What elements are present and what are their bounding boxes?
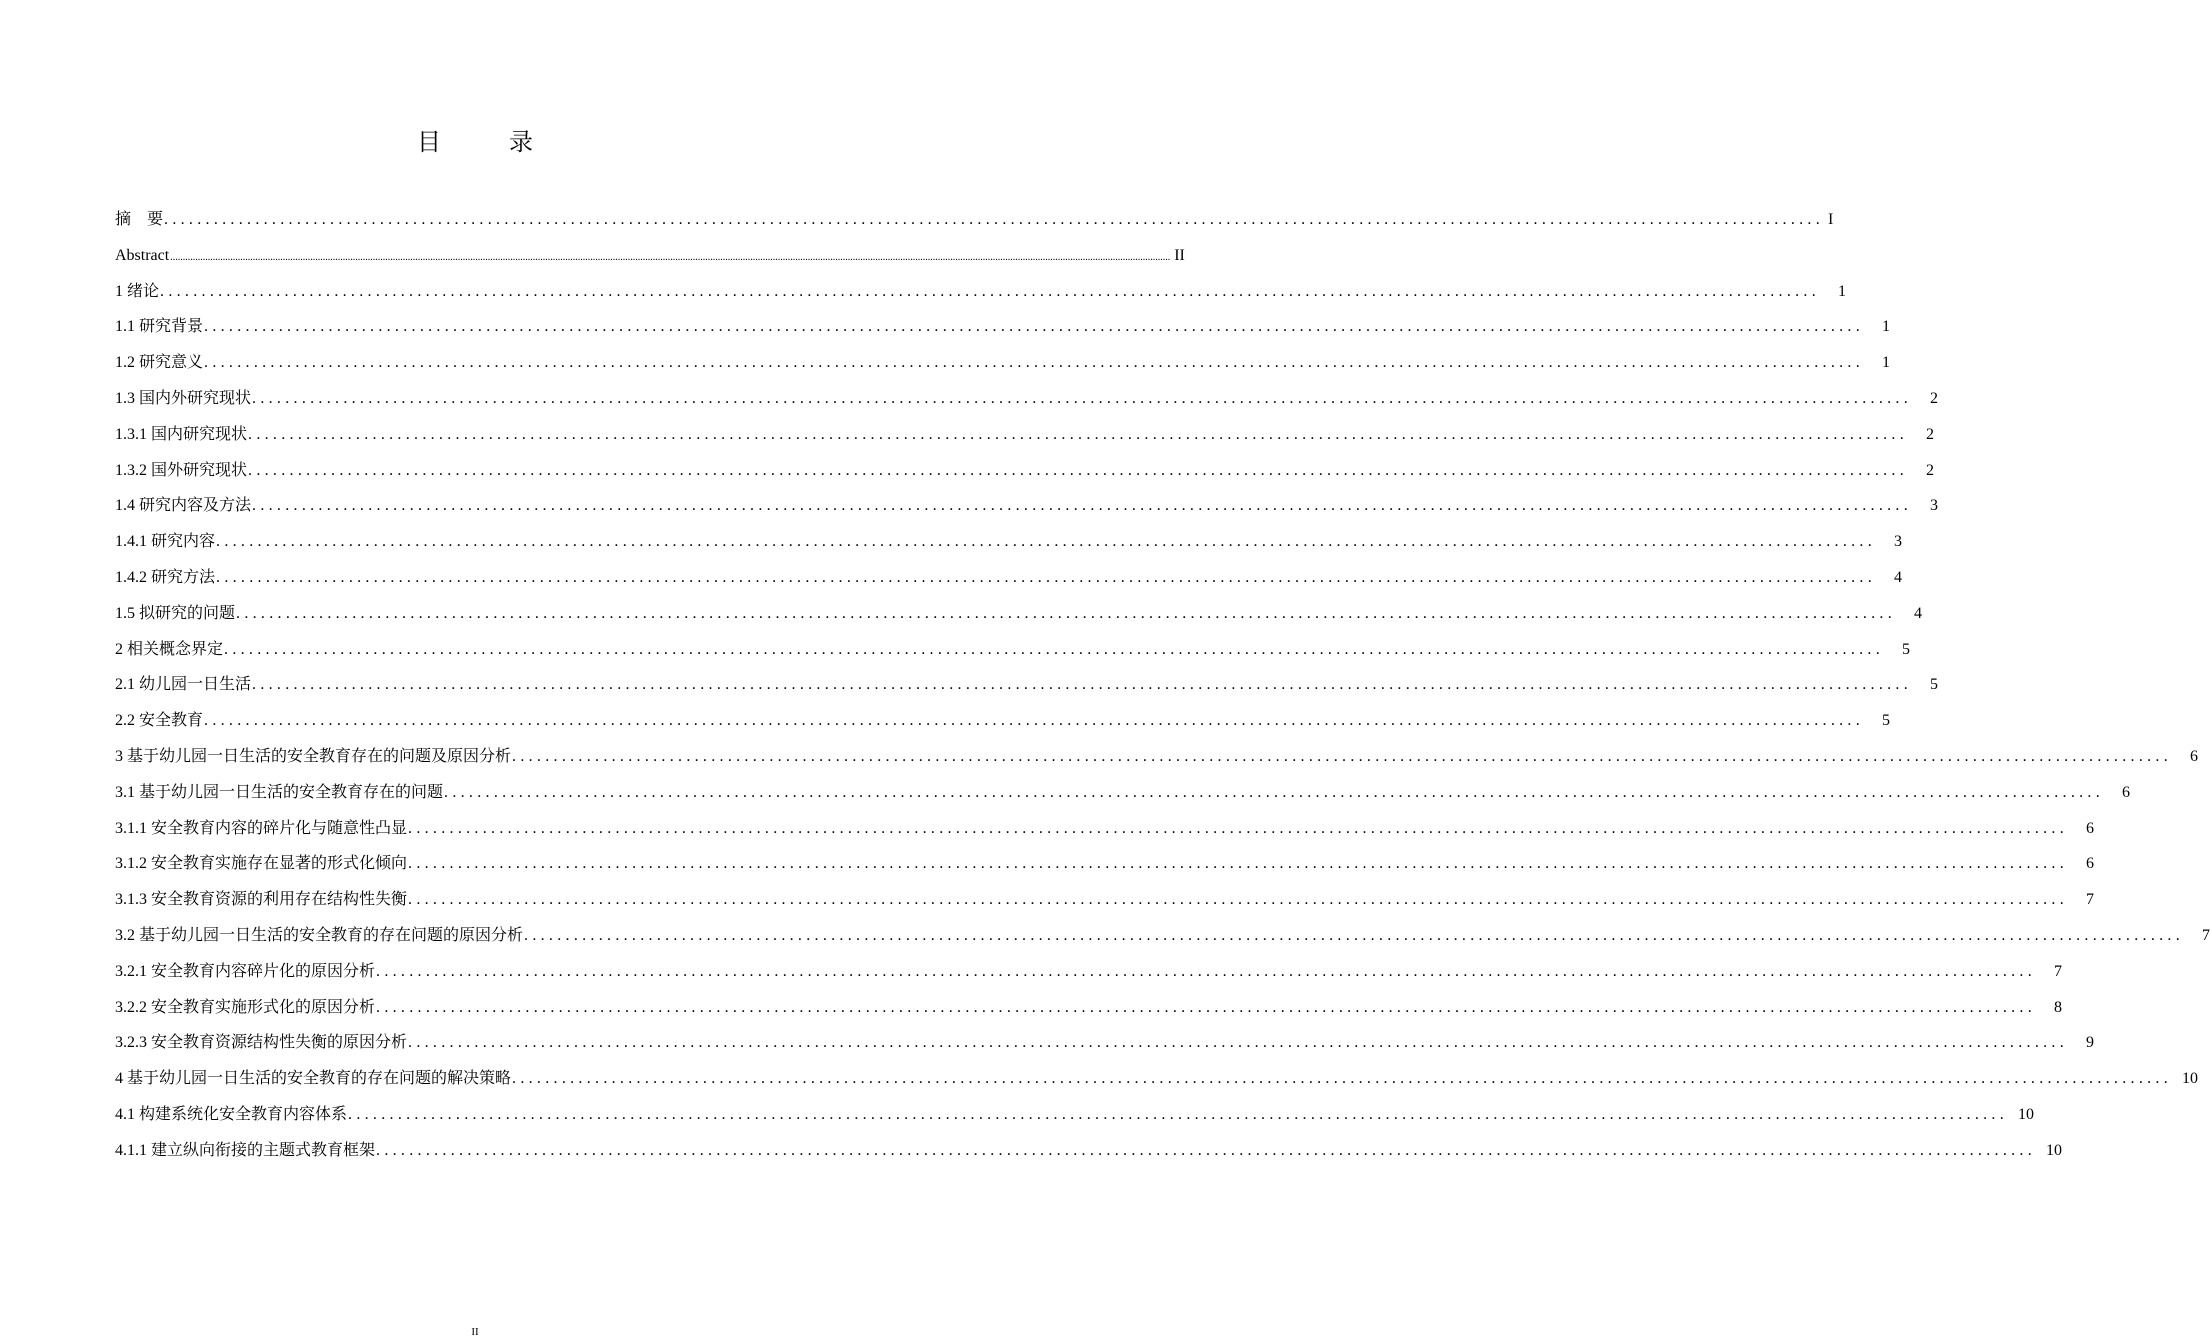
toc-entry[interactable]	[115, 640, 1911, 676]
toc-entry-label: 1.1 研究背景	[115, 318, 204, 336]
toc-leader-dots: ........................................................................................................................................................................................................	[376, 998, 2037, 1016]
toc-entry[interactable]	[115, 496, 1939, 532]
toc-entry-label: 1.3.1 国内研究现状	[115, 425, 248, 443]
toc-entry[interactable]	[115, 317, 1891, 353]
toc-entry[interactable]	[115, 568, 1903, 604]
toc-entry-label: 3.2.1 安全教育内容碎片化的原因分析	[115, 962, 376, 980]
toc-entry[interactable]	[115, 890, 2095, 926]
toc-entry[interactable]	[115, 532, 1903, 568]
toc-entry-label: 3.1 基于幼儿园一日生活的安全教育存在的问题	[115, 783, 444, 801]
toc-entry-label: 1.4 研究内容及方法	[115, 497, 252, 515]
toc-entry[interactable]	[115, 783, 2131, 819]
toc-leader-dots: ........................................................................................................................................................................................................	[248, 425, 1909, 443]
toc-entry-page: 9	[2086, 1034, 2095, 1052]
toc-entry-page: 5	[1902, 640, 1911, 658]
toc-entry[interactable]	[115, 1105, 2035, 1141]
toc-entry-label: 3.2.2 安全教育实施形式化的原因分析	[115, 998, 376, 1016]
toc-entry[interactable]	[115, 819, 2095, 855]
toc-entry[interactable]	[115, 854, 2095, 890]
toc-entry[interactable]	[115, 962, 2063, 998]
toc-leader-dots: ........................................................................................................................................................................................................	[204, 354, 1865, 372]
toc-leader-dots: ........................................................................................................................................................................................................	[444, 783, 2105, 801]
toc-entry-label: 1 绪论	[115, 282, 160, 300]
toc-leader-dots: ........................................................................................................................................................................................................	[164, 211, 1825, 228]
toc-entry[interactable]	[115, 425, 1935, 461]
toc-entry-page: 5	[1882, 712, 1891, 730]
toc-leader-dots: ........................................................................................................................................................................................................	[348, 1105, 2009, 1123]
toc-leader-dots: ........................................................................................................................................................................................................	[408, 891, 2069, 909]
toc-entry-label: 1.4.1 研究内容	[115, 533, 216, 551]
toc-entry-page: 4	[1914, 604, 1923, 622]
toc-entry-page: 6	[2122, 783, 2131, 801]
toc-entry-page: 10	[2046, 1141, 2063, 1159]
toc-entry-page: 7	[2202, 926, 2210, 944]
toc-entry-page: 2	[1930, 389, 1939, 407]
toc-entry[interactable]	[115, 604, 1923, 640]
toc-entry[interactable]	[115, 926, 2210, 962]
toc-entry-label: 2.1 幼儿园一日生活	[115, 676, 252, 694]
toc-entry-page: 6	[2190, 747, 2199, 765]
toc-entry-page: 1	[1882, 318, 1891, 336]
toc-entry-page: 7	[2054, 962, 2063, 980]
toc-entry-label: 3.2.3 安全教育资源结构性失衡的原因分析	[115, 1034, 408, 1052]
toc-entry-label: 3 基于幼儿园一日生活的安全教育存在的问题及原因分析	[115, 747, 512, 765]
toc-entry-page: 8	[2054, 998, 2063, 1016]
toc-entry-page: 1	[1838, 282, 1847, 300]
toc-entry[interactable]	[115, 353, 1891, 389]
toc-leader-dots: ........................................................................................................................................................................................................	[376, 962, 2037, 980]
toc-entry-label: 3.1.2 安全教育实施存在显著的形式化倾向	[115, 855, 408, 873]
toc-leader-dots: ........................................................................................................................................................................................................	[512, 1070, 2173, 1088]
toc-leader-dots: ........................................................................................................................................................................................................	[524, 926, 2185, 944]
toc-leader-dots: ................................................................................................................................................................................................................................................................................................................................................................................................................	[170, 251, 1171, 263]
toc-leader-dots: ........................................................................................................................................................................................................	[216, 568, 1877, 586]
toc-entry-label: 摘 要	[115, 211, 164, 228]
toc-entry[interactable]	[115, 747, 2199, 783]
toc-leader-dots: ........................................................................................................................................................................................................	[204, 712, 1865, 730]
toc-entry-label: 1.3 国内外研究现状	[115, 389, 252, 407]
toc-leader-dots: ........................................................................................................................................................................................................	[216, 533, 1877, 551]
toc-entry[interactable]	[115, 1033, 2095, 1069]
toc-entry-label: 1.4.2 研究方法	[115, 568, 216, 586]
toc-entry-label: Abstract	[115, 246, 170, 264]
toc-entry-page: 10	[2018, 1105, 2035, 1123]
toc-entry-page: 10	[2182, 1070, 2199, 1088]
toc-entry-label: 2.2 安全教育	[115, 712, 204, 730]
toc-leader-dots: ........................................................................................................................................................................................................	[160, 282, 1821, 300]
toc-leader-dots: ........................................................................................................................................................................................................	[252, 389, 1913, 407]
toc-leader-dots: ........................................................................................................................................................................................................	[248, 461, 1909, 479]
toc-entry[interactable]	[115, 246, 1185, 282]
toc-leader-dots: ........................................................................................................................................................................................................	[252, 497, 1913, 515]
toc-leader-dots: ........................................................................................................................................................................................................	[252, 676, 1913, 694]
toc-leader-dots: ........................................................................................................................................................................................................	[408, 1034, 2069, 1052]
toc-title: 目 录	[417, 130, 555, 156]
toc-entry[interactable]	[115, 1141, 2063, 1177]
toc-entry[interactable]	[115, 998, 2063, 1034]
toc-leader-dots: ........................................................................................................................................................................................................	[408, 819, 2069, 837]
toc-entry-page: 1	[1882, 354, 1891, 372]
toc-entry-label: 1.5 拟研究的问题	[115, 604, 236, 622]
toc-leader-dots: ........................................................................................................................................................................................................	[376, 1141, 2037, 1159]
toc-entry[interactable]	[115, 675, 1939, 711]
toc-entry-label: 3.1.3 安全教育资源的利用存在结构性失衡	[115, 891, 408, 909]
toc-entry-label: 3.2 基于幼儿园一日生活的安全教育的存在问题的原因分析	[115, 926, 524, 944]
toc-entry-page: 6	[2086, 819, 2095, 837]
toc-entry[interactable]	[115, 210, 1834, 246]
toc-leader-dots: ........................................................................................................................................................................................................	[512, 747, 2173, 765]
toc-entry-page: I	[1828, 211, 1834, 228]
toc-entry-page: 2	[1926, 425, 1935, 443]
toc-entry-page: 4	[1894, 568, 1903, 586]
toc-entry-page: 6	[2086, 855, 2095, 873]
toc-entry[interactable]	[115, 711, 1891, 747]
toc-entry[interactable]	[115, 1069, 2199, 1105]
toc-entry[interactable]	[115, 282, 1847, 318]
toc-leader-dots: ........................................................................................................................................................................................................	[224, 640, 1885, 658]
toc-entry-label: 4 基于幼儿园一日生活的安全教育的存在问题的解决策略	[115, 1070, 512, 1088]
table-of-contents	[115, 210, 2210, 1177]
toc-entry-label: 1.2 研究意义	[115, 354, 204, 372]
toc-entry[interactable]	[115, 389, 1939, 425]
toc-entry-page: II	[1174, 246, 1185, 264]
toc-entry-label: 4.1 构建系统化安全教育内容体系	[115, 1105, 348, 1123]
page-number: II	[471, 1326, 479, 1338]
toc-leader-dots: ........................................................................................................................................................................................................	[204, 318, 1865, 336]
toc-entry-page: 2	[1926, 461, 1935, 479]
toc-entry[interactable]	[115, 461, 1935, 497]
toc-entry-label: 3.1.1 安全教育内容的碎片化与随意性凸显	[115, 819, 408, 837]
toc-entry-page: 3	[1894, 533, 1903, 551]
toc-entry-page: 7	[2086, 891, 2095, 909]
toc-entry-label: 2 相关概念界定	[115, 640, 224, 658]
toc-entry-label: 4.1.1 建立纵向衔接的主题式教育框架	[115, 1141, 376, 1159]
toc-leader-dots: ........................................................................................................................................................................................................	[236, 604, 1897, 622]
toc-entry-label: 1.3.2 国外研究现状	[115, 461, 248, 479]
toc-entry-page: 3	[1930, 497, 1939, 515]
toc-leader-dots: ........................................................................................................................................................................................................	[408, 855, 2069, 873]
toc-entry-page: 5	[1930, 676, 1939, 694]
